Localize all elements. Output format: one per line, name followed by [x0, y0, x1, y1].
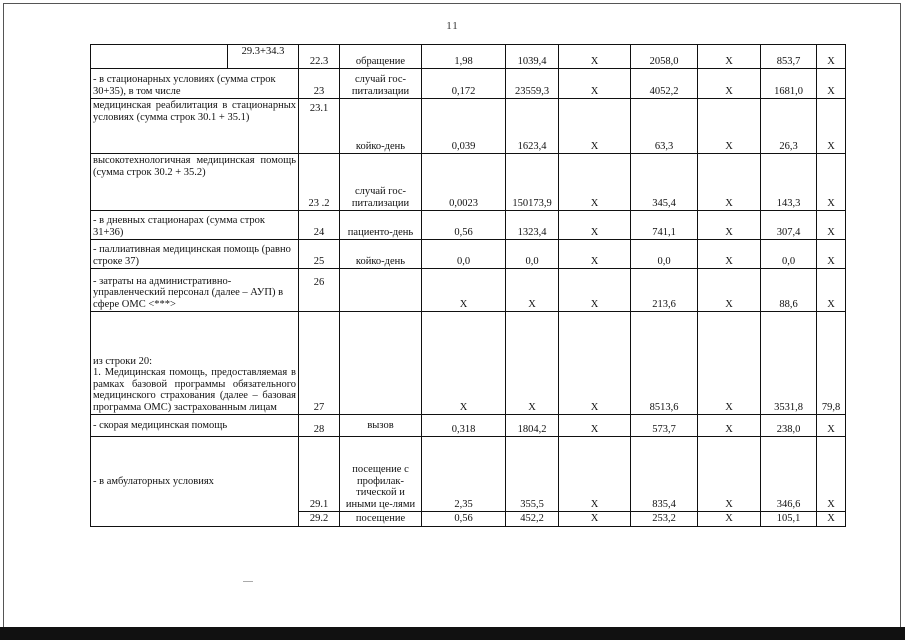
sub-row-code: 29.3+34.3 [228, 45, 299, 69]
cell-value: 355,5 [506, 437, 559, 512]
row-code: 26 [299, 269, 340, 312]
cell-value: X [817, 240, 846, 269]
cell-value: 1,98 [422, 45, 506, 69]
table-row [91, 240, 846, 269]
cell-value: X [422, 312, 506, 415]
cell-value: 1323,4 [506, 211, 559, 240]
row-description [91, 312, 299, 415]
data-table [90, 44, 846, 527]
cell-value: X [817, 154, 846, 211]
cell-value: 741,1 [631, 211, 698, 240]
cell-value: 0,0 [422, 240, 506, 269]
row-description: - в амбулаторных условиях [91, 437, 299, 527]
cell-value: 238,0 [761, 415, 817, 437]
row-code: 22.3 [299, 45, 340, 69]
row-description-head: из строки 20: [93, 355, 153, 367]
cell-value: 1804,2 [506, 415, 559, 437]
table-row [91, 45, 846, 69]
cell-value: X [559, 415, 631, 437]
cell-value: 1681,0 [761, 69, 817, 99]
row-code: 29.2 [299, 512, 340, 527]
cell-value: 253,2 [631, 512, 698, 527]
cell-value: 63,3 [631, 99, 698, 154]
cell-value: 573,7 [631, 415, 698, 437]
cell-value: 1623,4 [506, 99, 559, 154]
cell-value: X [698, 512, 761, 527]
cell-value: 835,4 [631, 437, 698, 512]
row-description: медицинская реабилитация в стационарных условиях (сумма строк 30.1 + 35.1) [91, 99, 299, 154]
cell-value: 853,7 [761, 45, 817, 69]
table-row [91, 154, 846, 211]
cell-value: 307,4 [761, 211, 817, 240]
cell-value: X [559, 312, 631, 415]
row-code: 24 [299, 211, 340, 240]
cell-value: 105,1 [761, 512, 817, 527]
cell-value: X [506, 269, 559, 312]
cell-value: X [817, 437, 846, 512]
table-row [91, 269, 846, 312]
scan-bottom-bar [0, 627, 905, 640]
table-row [91, 312, 846, 415]
cell-value: 8513,6 [631, 312, 698, 415]
row-code: 23 .2 [299, 154, 340, 211]
cell-value: 3531,8 [761, 312, 817, 415]
table-row [91, 437, 846, 512]
cell-value: 346,6 [761, 437, 817, 512]
row-description: - в стационарных условиях (сумма строк 30+35), в том числе [91, 69, 299, 99]
cell-value: X [559, 99, 631, 154]
cell-value: 0,0 [631, 240, 698, 269]
cell-value: X [698, 99, 761, 154]
cell-value: X [559, 211, 631, 240]
row-description: - затраты на административно-управленческий персонал (далее – АУП) в сфере ОМС <***> [91, 269, 299, 312]
cell-value: X [817, 512, 846, 527]
cell-value: X [698, 240, 761, 269]
cell-value: 150173,9 [506, 154, 559, 211]
scan-mark [243, 581, 253, 582]
row-description: - паллиативная медицинская помощь (равно строке 37) [91, 240, 299, 269]
row-description: - в дневных стационарах (сумма строк 31+36) [91, 211, 299, 240]
cell-value: X [698, 269, 761, 312]
cell-value: X [698, 437, 761, 512]
table-row [91, 69, 846, 99]
cell-value: X [698, 154, 761, 211]
row-code: 28 [299, 415, 340, 437]
cell-value: X [559, 69, 631, 99]
table-row [91, 99, 846, 154]
page-number: 11 [446, 20, 459, 32]
cell-value: X [698, 69, 761, 99]
cell-value: 26,3 [761, 99, 817, 154]
cell-value: X [422, 269, 506, 312]
cell-value: X [698, 211, 761, 240]
cell-value: 0,0 [506, 240, 559, 269]
cell-value: X [817, 99, 846, 154]
cell-value: X [559, 512, 631, 527]
cell-value: 0,0023 [422, 154, 506, 211]
row-code: 29.1 [299, 437, 340, 512]
cell-value: 0,56 [422, 211, 506, 240]
row-unit: случай гос-питализации [340, 154, 422, 211]
cell-value: 0,56 [422, 512, 506, 527]
row-description [91, 45, 228, 69]
row-description-body: 1. Медицинская помощь, предоставляемая в рамках базовой программы обязательного медицинского страхования (далее – базовая программа ОМС) застрахованным лицам [93, 367, 296, 413]
cell-value: X [817, 415, 846, 437]
row-unit: случай гос-питализации [340, 69, 422, 99]
cell-value: X [559, 269, 631, 312]
cell-value: 452,2 [506, 512, 559, 527]
cell-value: 2,35 [422, 437, 506, 512]
cell-value: X [698, 312, 761, 415]
cell-value: X [559, 45, 631, 69]
row-unit: койко-день [340, 99, 422, 154]
cell-value: X [817, 69, 846, 99]
row-unit: койко-день [340, 240, 422, 269]
row-unit: обращение [340, 45, 422, 69]
row-unit: вызов [340, 415, 422, 437]
cell-value: 88,6 [761, 269, 817, 312]
row-code: 23.1 [299, 99, 340, 154]
cell-value: 2058,0 [631, 45, 698, 69]
cell-value: 143,3 [761, 154, 817, 211]
cell-value: 1039,4 [506, 45, 559, 69]
cell-value: X [506, 312, 559, 415]
row-unit: посещение [340, 512, 422, 527]
cell-value: 345,4 [631, 154, 698, 211]
table-row [91, 211, 846, 240]
row-description: - скорая медицинская помощь [91, 415, 299, 437]
row-unit: пациенто-день [340, 211, 422, 240]
cell-value: 23559,3 [506, 69, 559, 99]
cell-value: X [817, 269, 846, 312]
row-description: высокотехнологичная медицинская помощь (сумма строк 30.2 + 35.2) [91, 154, 299, 211]
cell-value: X [817, 45, 846, 69]
cell-value: 79,8 [817, 312, 846, 415]
row-code: 27 [299, 312, 340, 415]
row-code: 25 [299, 240, 340, 269]
cell-value: X [559, 240, 631, 269]
cell-value: 213,6 [631, 269, 698, 312]
cell-value: X [698, 45, 761, 69]
cell-value: 4052,2 [631, 69, 698, 99]
row-unit [340, 312, 422, 415]
cell-value: X [559, 154, 631, 211]
cell-value: 0,0 [761, 240, 817, 269]
row-code: 23 [299, 69, 340, 99]
cell-value: X [698, 415, 761, 437]
cell-value: X [559, 437, 631, 512]
cell-value: 0,318 [422, 415, 506, 437]
cell-value: 0,172 [422, 69, 506, 99]
row-unit [340, 269, 422, 312]
cell-value: X [817, 211, 846, 240]
row-unit: посещение с профилак-тической и иными це-лями [340, 437, 422, 512]
cell-value: 0,039 [422, 99, 506, 154]
table-row [91, 415, 846, 437]
